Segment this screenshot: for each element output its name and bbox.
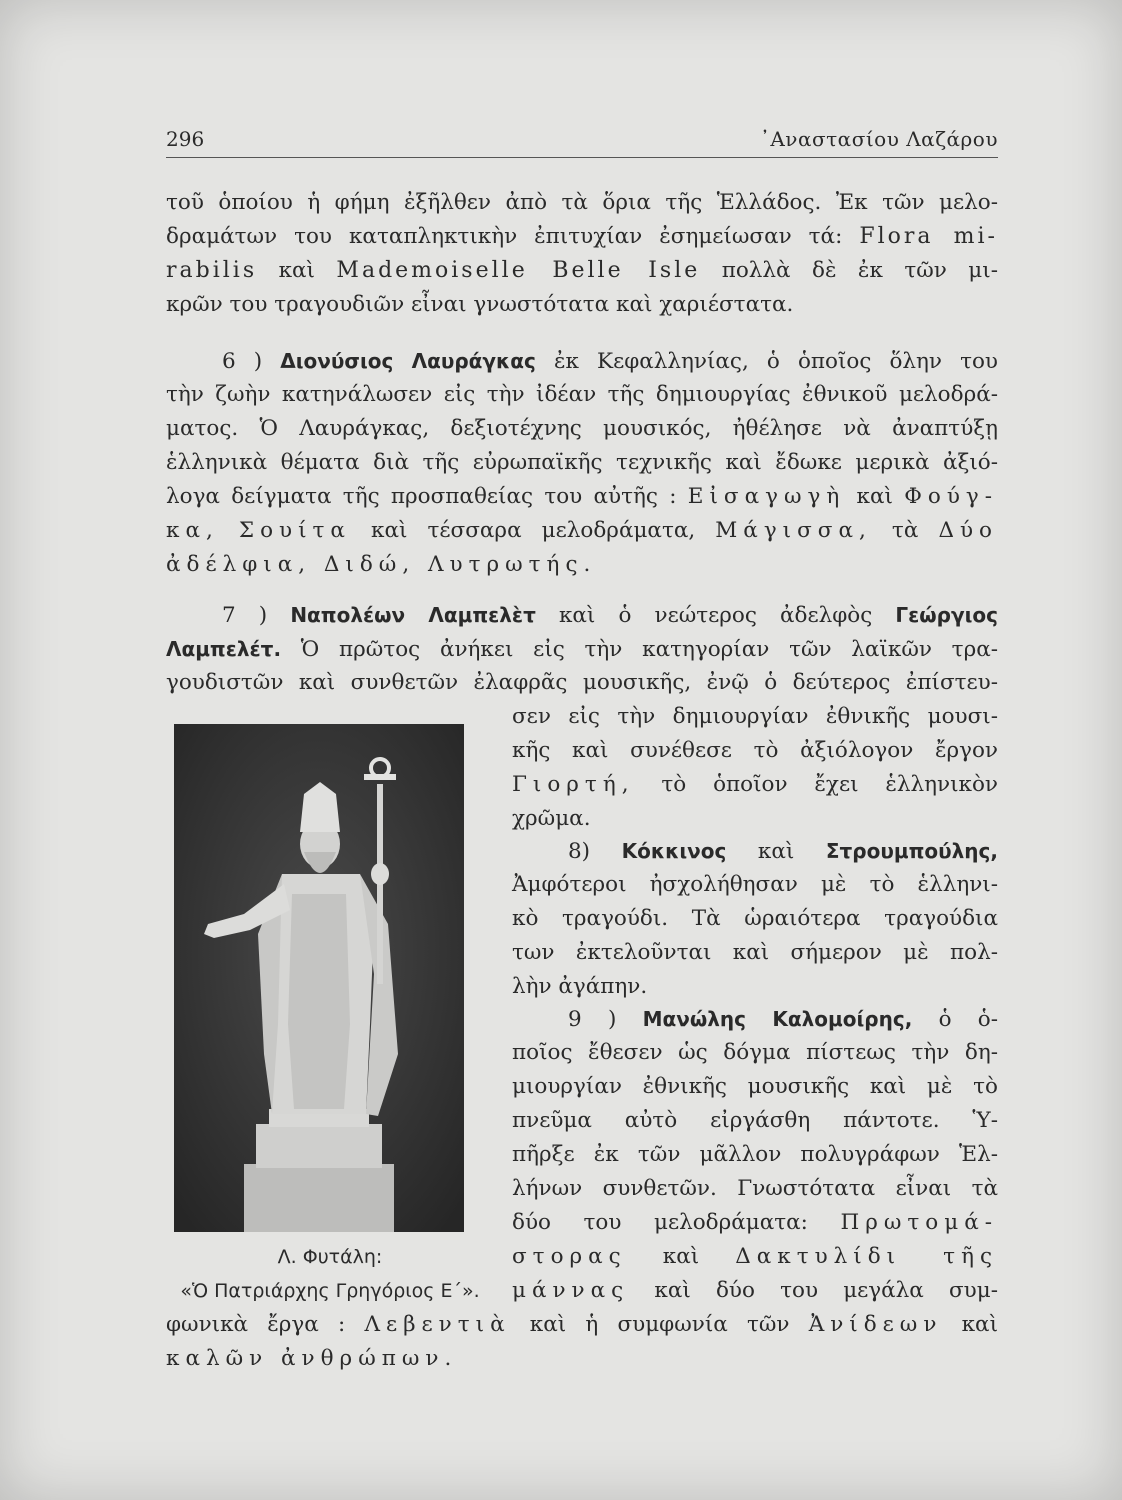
text-line: πῆρξε ἐκ τῶν μᾶλλον πολυγράφων Ἑλ- xyxy=(512,1142,998,1167)
item-8-heading-line: 8) Κόκκινος καὶ Στρουμπούλης, xyxy=(568,839,998,864)
composer-name: Στρουμπούλης, xyxy=(825,839,998,863)
text-line: λογα δείγματα τῆς προσπαθείας του αὐτῆς : Εἰσαγωγὴ καὶ Φούγ- xyxy=(166,484,999,509)
text-line: ἑλληνικὰ θέματα διὰ τῆς εὐρωπαϊκῆς τεχνικῆς καὶ ἔδωκε μερικὰ ἀξιό- xyxy=(166,450,998,475)
text-line: σεν εἰς τὴν δημιουργίαν ἐθνικῆς μουσι- xyxy=(512,704,998,729)
text-line: μιουργίαν ἐθνικῆς μουσικῆς καὶ μὲ τὸ xyxy=(512,1074,998,1099)
text-line: Γιορτή, τὸ ὁποῖον ἔχει ἑλληνικὸν xyxy=(512,772,999,797)
text-line: rabilis καὶ Mademoiselle Belle Isle πολλὰ δὲ ἐκ τῶν μι- xyxy=(166,258,998,283)
composer-name: Λαμπελέτ. xyxy=(166,637,282,661)
text-line: τὴν ζωὴν κατηνάλωσεν εἰς τὴν ἰδέαν τῆς δημιουργίας ἐθνικοῦ μελοδρά- xyxy=(166,382,998,407)
statue-illustration xyxy=(174,724,464,1232)
text-line: κὸ τραγούδι. Τὰ ὡραιότερα τραγούδια xyxy=(512,906,998,931)
text-line: κα, Σουίτα καὶ τέσσαρα μελοδράματα, Μάγισσα, τὰ Δύο xyxy=(166,518,998,543)
text-line: ποῖος ἔθεσεν ὡς δόγμα πίστεως τὴν δη- xyxy=(512,1040,998,1065)
text-line: πνεῦμα αὐτὸ εἰργάσθη πάντοτε. Ὑ- xyxy=(512,1108,998,1133)
text-line: Λαμπελέτ. Ὁ πρῶτος ἀνήκει εἰς τὴν κατηγορίαν τῶν λαϊκῶν τρα- xyxy=(166,637,998,662)
item-9-heading-line: 9 ) Μανώλης Καλομοίρης, ὁ ὁ- xyxy=(568,1007,998,1032)
text-line: κρῶν του τραγουδιῶν εἶναι γνωστότατα καὶ χαριέστατα. xyxy=(166,292,794,317)
text-line: τοῦ ὁποίου ἡ φήμη ἐξῆλθεν ἀπὸ τὰ ὅρια τῆς Ἑλλάδος. Ἐκ τῶν μελο- xyxy=(166,190,998,215)
figure-caption-artist: Λ. Φυτάλη: xyxy=(277,1246,383,1268)
text-line: λὴν ἀγάπην. xyxy=(512,974,648,999)
page-header xyxy=(166,127,998,158)
text-line: γουδιστῶν καὶ συνθετῶν ἐλαφρᾶς μουσικῆς, ἐνῷ ὁ δεύτερος ἐπίστευ- xyxy=(166,670,998,695)
running-head-author: ᾿Αναστασίου Λαζάρου xyxy=(759,127,998,151)
text-line: Ἀμφότεροι ἠσχολήθησαν μὲ τὸ ἑλληνι- xyxy=(512,872,998,897)
composer-name: Διονύσιος Λαυράγκας xyxy=(280,349,536,373)
text-line: δραμάτων του καταπληκτικὴν ἐπιτυχίαν ἐσημείωσαν τά: Flora mi- xyxy=(166,224,998,249)
figure-caption-title: «Ὁ Πατριάρχης Γρηγόριος Ε΄». xyxy=(180,1280,480,1302)
text-line: φωνικὰ ἔργα : Λεβεντιὰ καὶ ἡ συμφωνία τῶν Ἀνίδεων καὶ xyxy=(166,1312,998,1337)
text-line: δύο του μελοδράματα: Πρωτομά- xyxy=(512,1210,998,1235)
text-line: ἀδέλφια, Διδώ, Λυτρωτής. xyxy=(166,552,597,577)
item-7-heading-line: 7 ) Ναπολέων Λαμπελὲτ καὶ ὁ νεώτερος ἀδελφὸς Γεώργιος xyxy=(222,603,999,628)
text-line: των ἐκτελοῦνται καὶ σήμερον μὲ πολ- xyxy=(512,940,998,965)
text-line: λήνων συνθετῶν. Γνωστότατα εἶναι τὰ xyxy=(512,1176,998,1201)
composer-name: Γεώργιος xyxy=(895,603,999,627)
item-6-heading-line: 6 ) Διονύσιος Λαυράγκας ἐκ Κεφαλληνίας, ὁ ὁποῖος ὅλην του xyxy=(222,349,999,374)
text-line: ματος. Ὁ Λαυράγκας, δεξιοτέχνης μουσικός, ἠθέλησε νὰ ἀναπτύξῃ xyxy=(166,416,998,441)
composer-name: Κόκκινος xyxy=(621,839,727,863)
text-line: καλῶν ἀνθρώπων. xyxy=(166,1346,458,1371)
composer-name: Μανώλης Καλομοίρης, xyxy=(642,1007,913,1031)
page-number: 296 xyxy=(166,127,205,151)
text-line: χρῶμα. xyxy=(512,806,591,831)
composer-name: Ναπολέων Λαμπελὲτ xyxy=(290,603,536,627)
text-line: κῆς καὶ συνέθεσε τὸ ἀξιόλογον ἔργον xyxy=(512,738,998,763)
text-line: στορας καὶ Δακτυλίδι τῆς xyxy=(512,1244,998,1269)
text-line: μάννας καὶ δύο του μεγάλα συμ- xyxy=(512,1278,998,1303)
statue-photograph xyxy=(174,724,464,1232)
